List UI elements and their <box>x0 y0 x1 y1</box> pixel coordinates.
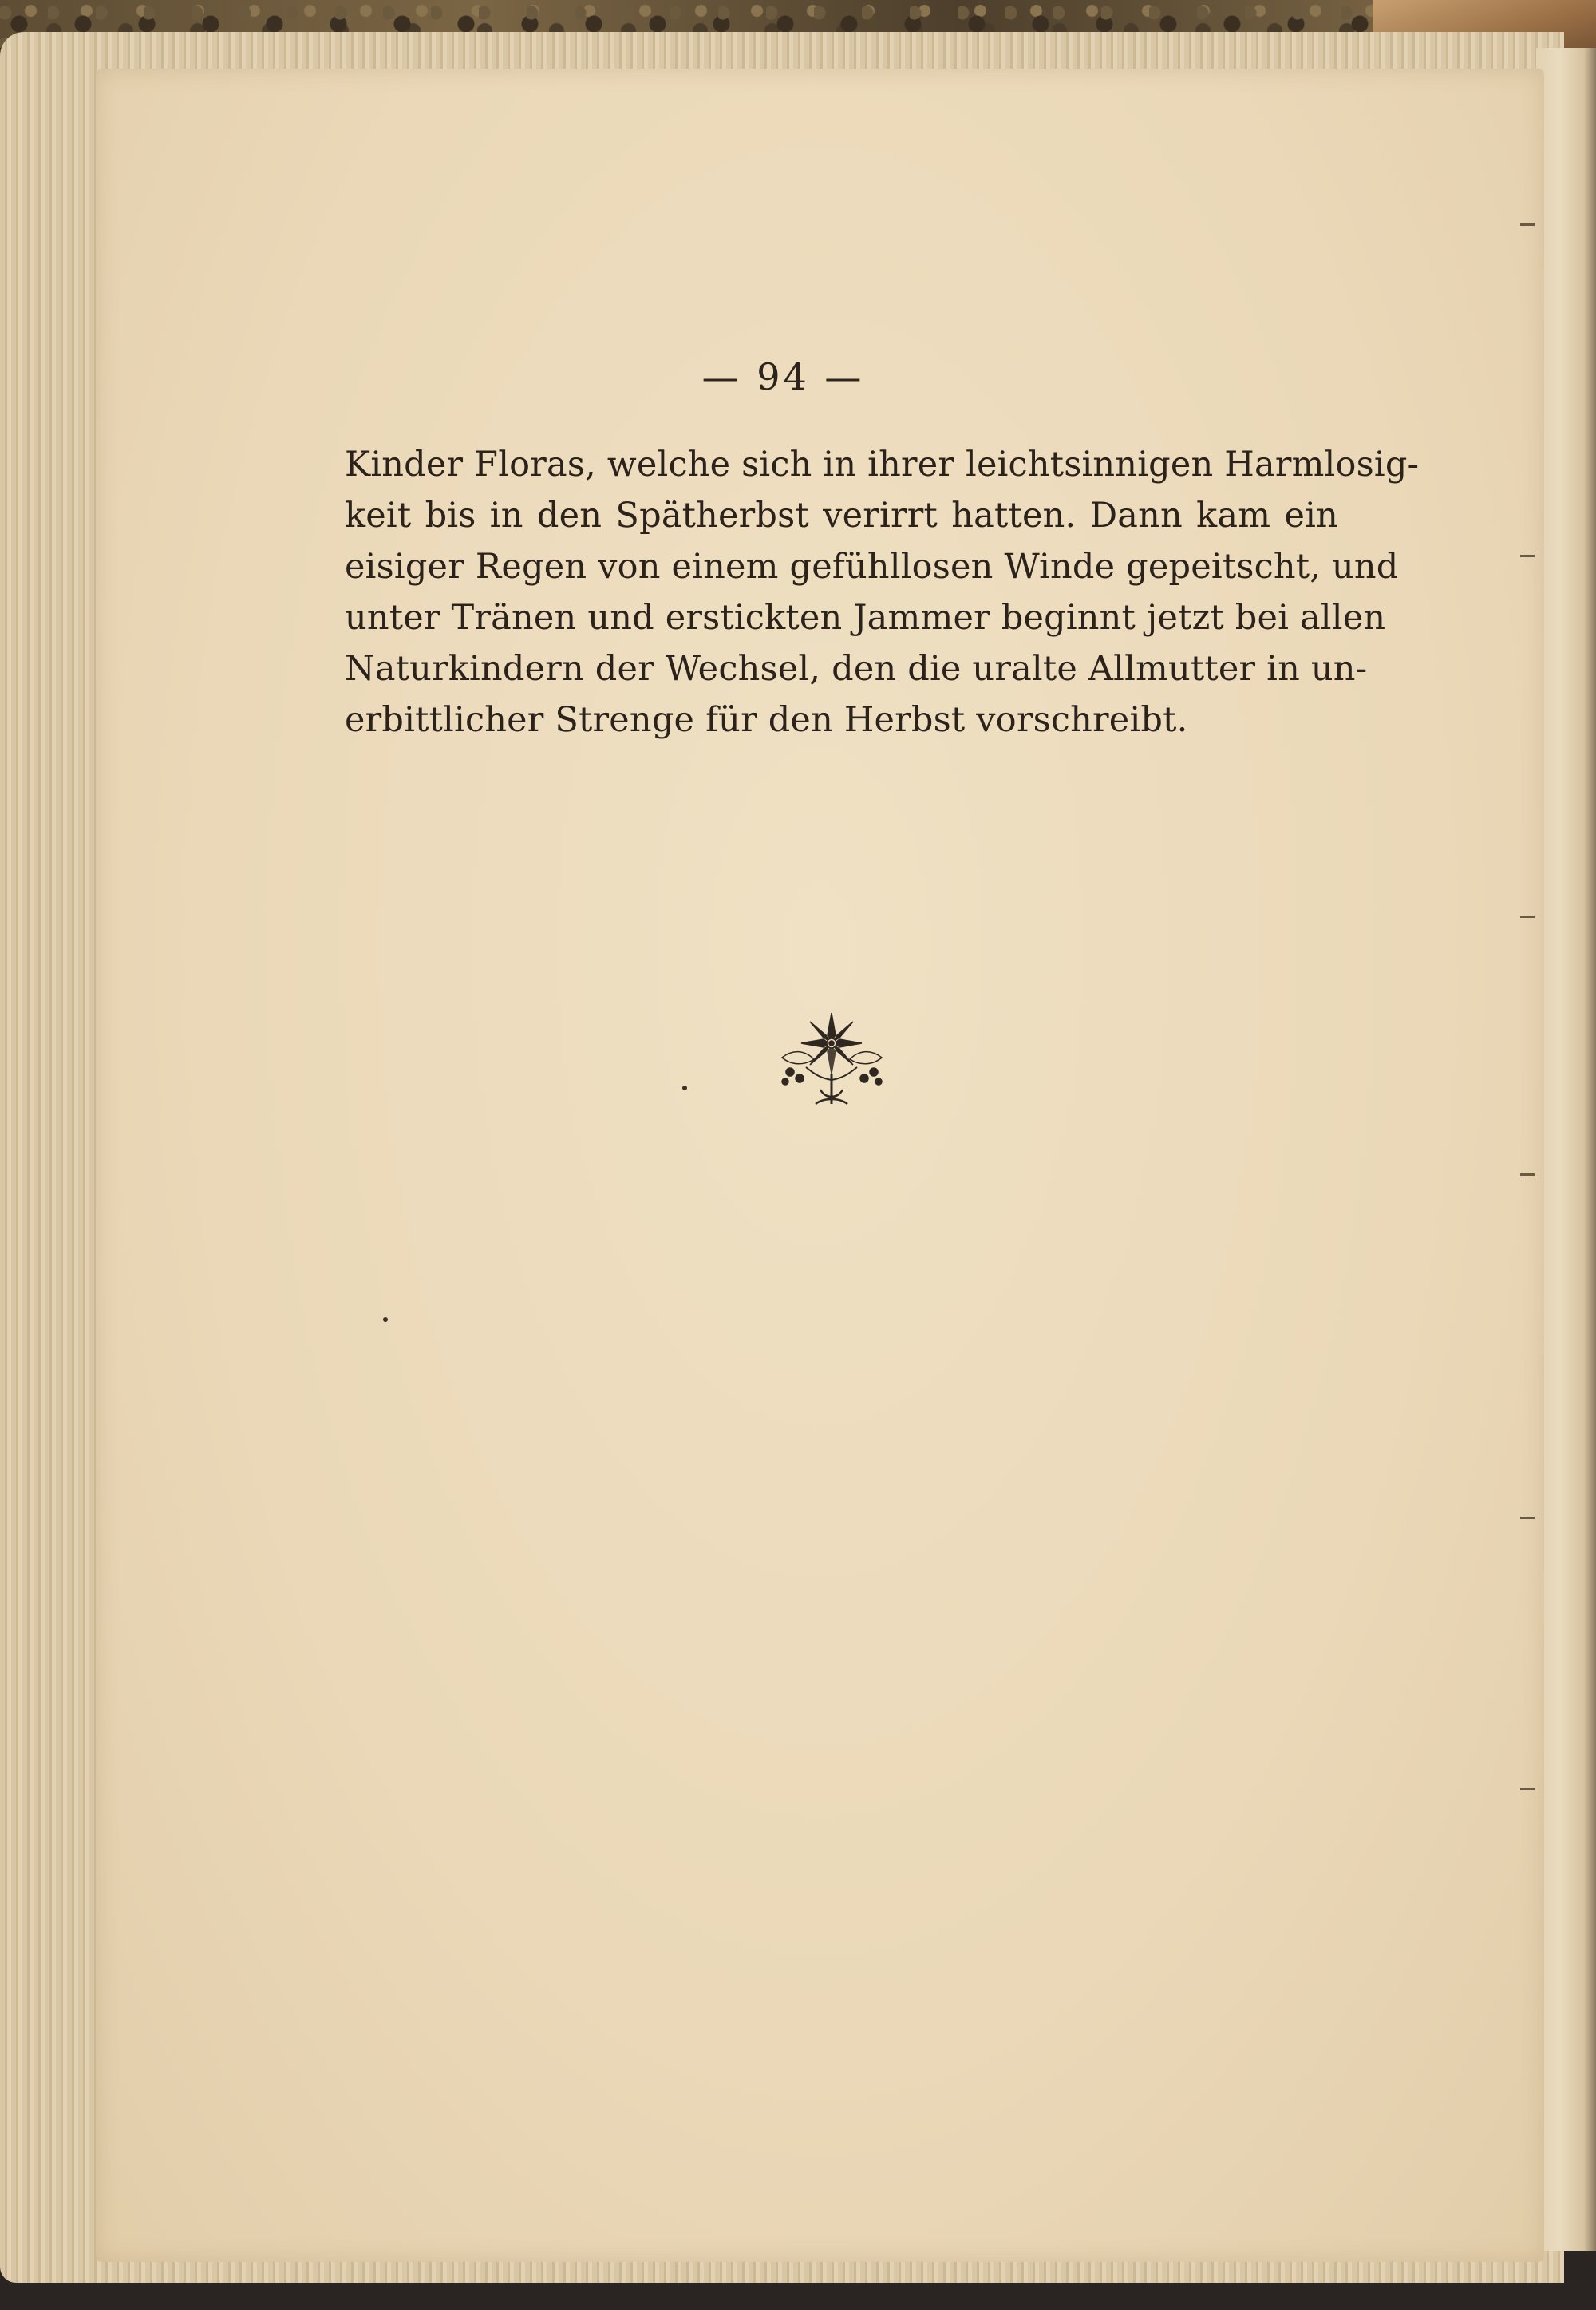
print-speck <box>682 1086 687 1090</box>
gutter-mark <box>1520 1517 1535 1519</box>
text-line: Naturkindern der Wechsel, den die uralte Allmutter in un- <box>345 649 1368 689</box>
gutter-mark <box>1520 1788 1535 1790</box>
print-speck <box>383 1317 388 1322</box>
text-line: erbittlicher Strenge für den Herbst vorschreibt. <box>345 700 1188 740</box>
floral-vignette-icon <box>774 1002 890 1113</box>
gutter-mark <box>1520 223 1535 226</box>
text-line: unter Tränen und erstickten Jammer beginnt jetzt bei allen <box>345 598 1386 638</box>
text-line: Kinder Floras, welche sich in ihrer leichtsinnigen Harmlosig- <box>345 445 1420 485</box>
gutter-mark <box>1520 916 1535 918</box>
page-number: — 94 — <box>701 355 865 398</box>
body-text <box>345 439 1420 746</box>
text-line: keit bis in den Spätherbst verirrt hatten. Dann kam ein <box>345 496 1338 536</box>
text-line: eisiger Regen von einem gefühllosen Winde gepeitscht, und <box>345 547 1399 587</box>
gutter-mark <box>1520 1173 1535 1176</box>
gutter-mark <box>1520 555 1535 557</box>
